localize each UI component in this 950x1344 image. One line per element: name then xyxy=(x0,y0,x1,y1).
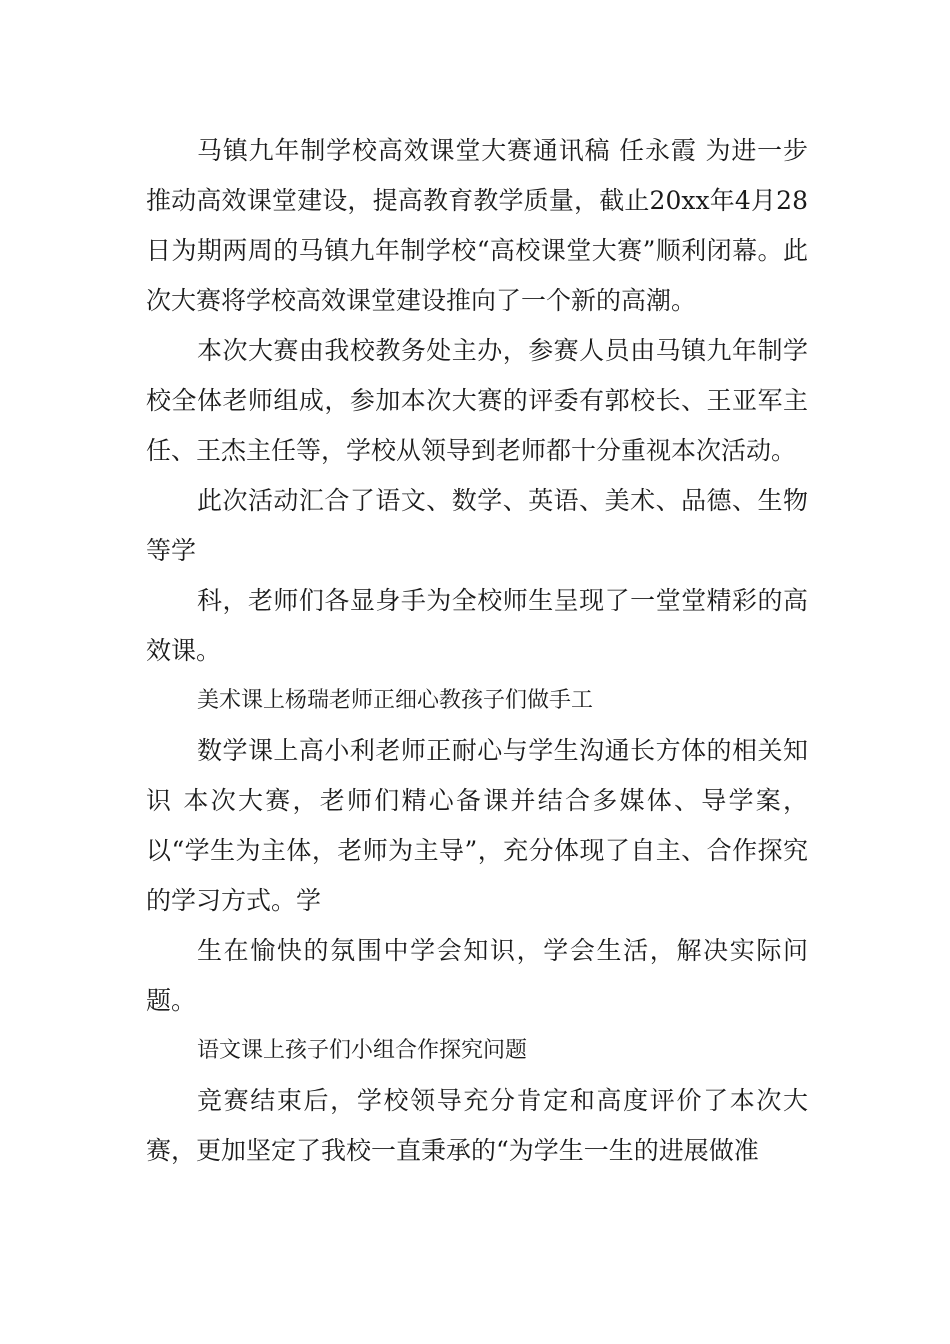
paragraph-lessons: 科，老师们各显身手为全校师生呈现了一堂堂精彩的高效课。 xyxy=(146,586,808,665)
paragraph-subjects: 此次活动汇合了语文、数学、英语、美术、品德、生物等学 xyxy=(146,486,808,565)
article-body xyxy=(146,126,808,1176)
paragraph-intro: 马镇九年制学校高效课堂大赛通讯稿 任永霞 为进一步推动高效课堂建设，提高教育教学质量，截止20xx年4月28日为期两周的马镇九年制学校“高校课堂大赛”顺利闭幕。此次大赛将学校高效课堂建设推向了一个新的高潮。 xyxy=(146,136,808,315)
photo-caption-chinese-class: 语文课上孩子们小组合作探究问题 xyxy=(197,1038,528,1063)
photo-caption-art-class: 美术课上杨瑞老师正细心教孩子们做手工 xyxy=(197,688,594,713)
paragraph-conclusion: 竞赛结束后，学校领导充分肯定和高度评价了本次大赛，更加坚定了我校一直秉承的“为学生一生的进展做准 xyxy=(146,1086,808,1165)
paragraph-organizers: 本次大赛由我校教务处主办，参赛人员由马镇九年制学校全体老师组成，参加本次大赛的评委有郭校长、王亚军主任、王杰主任等，学校从领导到老师都十分重视本次活动。 xyxy=(146,336,808,465)
paragraph-math-class: 数学课上高小利老师正耐心与学生沟通长方体的相关知识 本次大赛，老师们精心备课并结合多媒体、导学案，以“学生为主体，老师为主导”，充分体现了自主、合作探究的学习方式。学 xyxy=(146,736,808,915)
paragraph-learning: 生在愉快的氛围中学会知识，学会生活，解决实际问题。 xyxy=(146,936,808,1015)
